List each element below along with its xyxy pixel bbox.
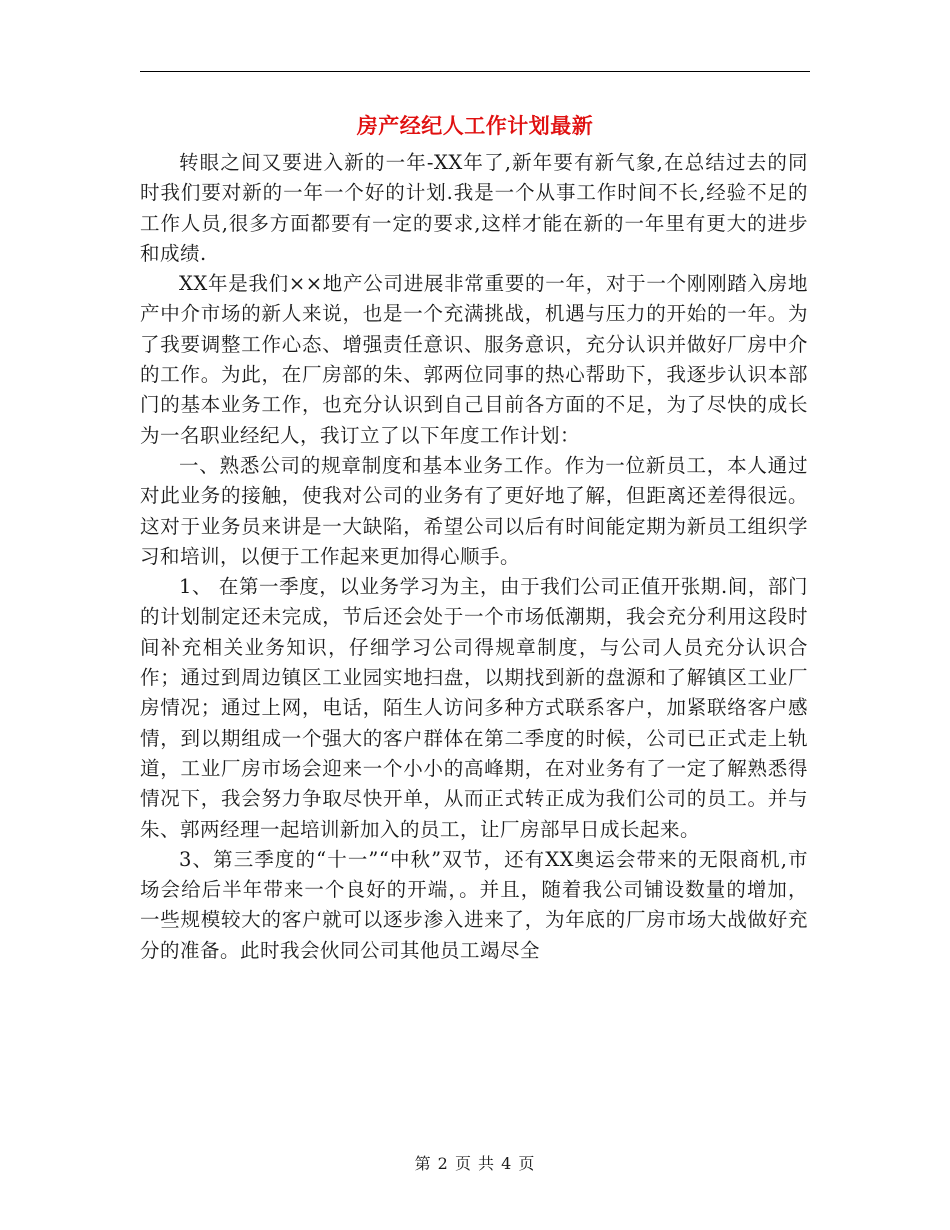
header-rule	[140, 71, 810, 72]
paragraph-intro: 转眼之间又要进入新的一年-XX年了,新年要有新气象,在总结过去的同时我们要对新的一年一个好的计划.我是一个从事工作时间不长,经验不足的工作人员,很多方面都要有一定的要求,这样才能在新的一年里有更大的进步和成绩.	[140, 151, 808, 265]
paragraph-section-one: 一、熟悉公司的规章制度和基本业务工作。作为一位新员工，本人通过对此业务的接触，使我对公司的业务有了更好地了解，但距离还差得很远。这对于业务员来讲是一大缺陷，希望公司以后有时间能定期为新员工组织学习和培训，以便于工作起来更加得心顺手。	[140, 453, 808, 568]
paragraph-first-quarter: 1、 在第一季度，以业务学习为主，由于我们公司正值开张期.间，部门的计划制定还未完成，节后还会处于一个市场低潮期，我会充分利用这段时间补充相关业务知识，仔细学习公司得规章制度，与公司人员充分认识合作；通过到周边镇区工业园实地扫盘，以期找到新的盘源和了解镇区工业厂房情况；通过上网，电话，陌生人访问多种方式联系客户，加紧联络客户感情，到以期组成一个强大的客户群体在第二季度的时候，公司已正式走上轨道，工业厂房市场会迎来一个小小的高峰期，在对业务有了一定了解熟悉得情况下，我会努力争取尽快开单，从而正式转正成为我们公司的员工。并与朱、郭两经理一起培训新加入的员工，让厂房部早日成长起来。	[140, 575, 808, 841]
paragraph-year-overview: XX年是我们××地产公司进展非常重要的一年，对于一个刚刚踏入房地产中介市场的新人来说，也是一个充满挑战，机遇与压力的开始的一年。为了我要调整工作心态、增强责任意识、服务意识，充分认识并做好厂房中介的工作。为此，在厂房部的朱、郭两位同事的热心帮助下，我逐步认识本部门的基本业务工作，也充分认识到自己目前各方面的不足，为了尽快的成长为一名职业经纪人，我订立了以下年度工作计划：	[140, 272, 808, 447]
page-footer: 第 2 页 共 4 页	[414, 1154, 536, 1173]
document-title: 房产经纪人工作计划最新	[356, 114, 594, 138]
paragraph-third-quarter: 3、第三季度的“十一”“中秋”双节，还有XX奥运会带来的无限商机,市场会给后半年带来一个良好的开端，。并且，随着我公司铺设数量的增加，一些规模较大的客户就可以逐步渗入进来了，为年底的厂房市场大战做好充分的准备。此时我会伙同公司其他员工竭尽全	[140, 847, 808, 962]
document-body	[140, 148, 808, 966]
